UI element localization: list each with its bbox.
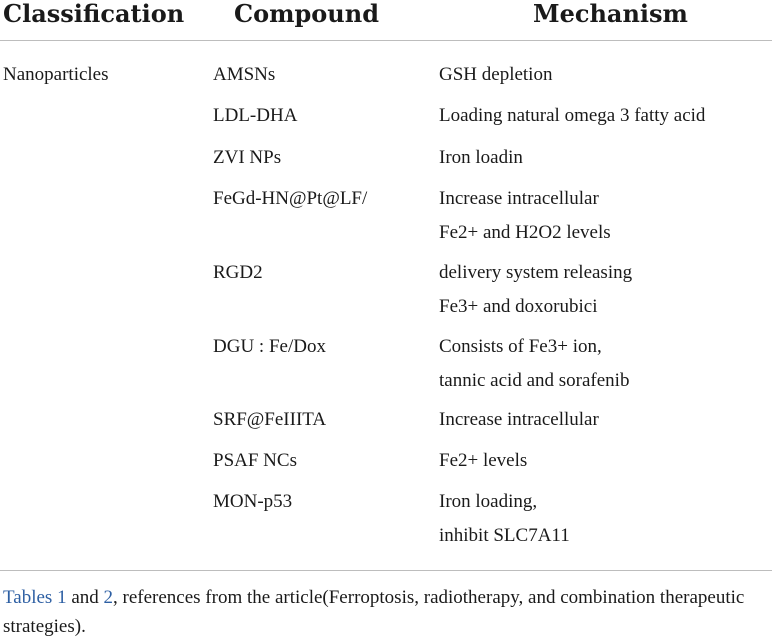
mechanism-line: GSH depletion <box>439 64 553 85</box>
mechanism-cell <box>439 408 599 442</box>
mechanism-line: Loading natural omega 3 fatty acid <box>439 105 706 126</box>
mechanism-line: Iron loading, <box>439 491 538 512</box>
mechanism-cell <box>439 449 527 483</box>
table-1-link[interactable]: Tables 1 <box>3 587 67 608</box>
compound-cell: ZVI NPs <box>213 147 282 168</box>
mechanism-cell <box>439 335 629 403</box>
mechanism-line: Consists of Fe3+ ion, <box>439 336 602 357</box>
header-classification: Classification <box>3 0 185 28</box>
compound-cell: SRF@FeIIITA <box>213 409 327 430</box>
footnote-and: and <box>66 587 104 608</box>
mechanism-cell <box>439 146 523 180</box>
mechanism-cell <box>439 261 632 329</box>
mechanism-line: Iron loadin <box>439 147 523 168</box>
mechanism-line: delivery system releasing <box>439 262 633 283</box>
mechanism-line: Increase intracellular <box>439 188 599 209</box>
mechanism-line: Fe2+ and H2O2 levels <box>439 222 611 243</box>
header-compound: Compound <box>234 0 379 28</box>
table-footnote <box>3 583 772 641</box>
mechanism-cell <box>439 187 611 255</box>
footnote-text: , references from the article(Ferroptosis, radiotherapy, and combination therapeutic strategies). <box>3 587 745 637</box>
classification-cell: Nanoparticles <box>3 64 109 85</box>
table-header <box>0 0 772 40</box>
mechanism-cell <box>439 104 705 138</box>
mechanism-line: Fe2+ levels <box>439 450 528 471</box>
compound-cell: RGD2 <box>213 262 263 283</box>
compound-cell: MON-p53 <box>213 491 293 512</box>
mechanism-cell <box>439 490 570 558</box>
table-bottom-divider <box>0 570 772 571</box>
mechanism-line: tannic acid and sorafenib <box>439 370 630 391</box>
mechanism-cell <box>439 63 552 97</box>
table-2-link[interactable]: 2 <box>103 587 114 608</box>
compound-cell: DGU : Fe/Dox <box>213 336 326 357</box>
mechanism-line: inhibit SLC7A11 <box>439 525 570 546</box>
compound-cell: PSAF NCs <box>213 450 297 471</box>
header-mechanism: Mechanism <box>533 0 688 28</box>
compound-cell: LDL-DHA <box>213 105 298 126</box>
compound-cell: FeGd-HN@Pt@LF/ <box>213 188 368 209</box>
header-divider <box>0 40 772 41</box>
mechanism-line: Fe3+ and doxorubici <box>439 296 598 317</box>
mechanism-line: Increase intracellular <box>439 409 599 430</box>
compound-cell: AMSNs <box>213 64 276 85</box>
